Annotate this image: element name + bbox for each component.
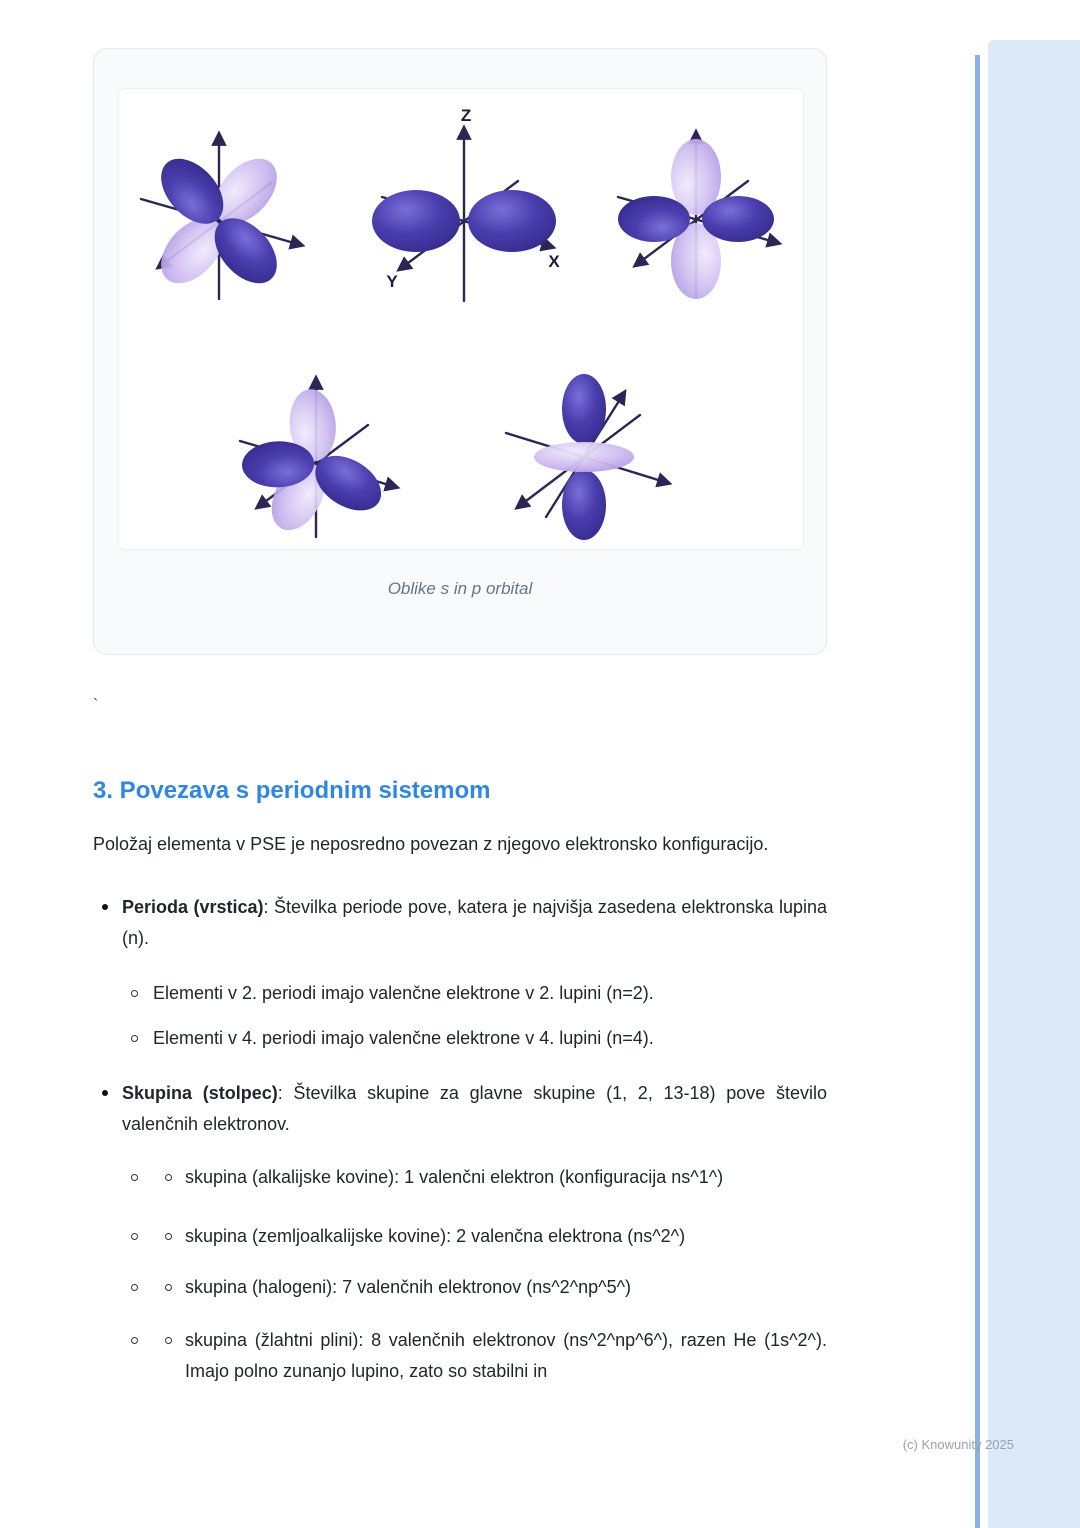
bullet-icon (102, 1090, 108, 1096)
document-page (93, 48, 827, 1387)
orbitals-image (119, 89, 803, 549)
intro-paragraph: Položaj elementa v PSE je neposredno povezan z njegovo elektronsko konfiguracijo. (93, 834, 769, 854)
watermark: (c) Knowunity 2025 (902, 1437, 1014, 1452)
bullet-icon (102, 904, 108, 910)
circle-bullet-icon (131, 1284, 138, 1291)
stray-backtick: ` (93, 697, 99, 714)
circle-bullet-icon (131, 1337, 138, 1344)
list-subsubitem (93, 1162, 827, 1193)
z-axis-label: Z (460, 106, 472, 125)
list-item-text (122, 892, 827, 954)
circle-bullet-icon (131, 1233, 138, 1240)
list-item-text (122, 1078, 827, 1140)
section-heading: 3. Povezava s periodnim sistemom (93, 777, 491, 804)
page-edge-divider (975, 55, 980, 1528)
orbital-dz2 (506, 374, 668, 540)
list-subsubitem (93, 1272, 827, 1303)
circle-bullet-icon (131, 990, 138, 997)
next-page-preview (988, 40, 1080, 1528)
y-axis-label: Y (386, 272, 398, 291)
bullet-list (93, 892, 827, 1387)
circle-bullet-icon (131, 1035, 138, 1042)
circle-bullet-icon (165, 1233, 172, 1240)
list-subsubitem (93, 1325, 827, 1387)
orbital-p (372, 106, 560, 301)
list-item (93, 892, 827, 954)
figure-card (93, 48, 827, 655)
list-subitem-text: Elementi v 4. periodi imajo valenčne elektrone v 4. lupini (n=4). (153, 1028, 654, 1048)
list-subsubitem-text: skupina (žlahtni plini): 8 valenčnih elektronov (ns^2^np^6^), razen He (1s^2^). Imajo polno zunanjo lupino, zato so stabilni in (185, 1330, 827, 1381)
list-subsubitem-text: skupina (halogeni): 7 valenčnih elektronov (ns^2^np^5^) (185, 1277, 632, 1297)
list-subsubitem-text: skupina (zemljoalkalijske kovine): 2 valenčna elektrona (ns^2^) (185, 1226, 686, 1246)
list-subitem-text: Elementi v 2. periodi imajo valenčne elektrone v 2. lupini (n=2). (153, 983, 654, 1003)
list-subitem (93, 978, 827, 1009)
circle-bullet-icon (131, 1174, 138, 1181)
circle-bullet-icon (165, 1284, 172, 1291)
list-item-body: : Številka periode pove, katera je najvišja zasedena elektronska lupina (n). (122, 897, 827, 948)
list-subsubitem-text: skupina (alkalijske kovine): 1 valenčni elektron (konfiguracija ns^1^) (185, 1167, 724, 1187)
list-subsubitem (93, 1221, 827, 1252)
orbital-d-flower (240, 379, 396, 539)
figure-caption: Oblike s in p orbital (387, 579, 533, 598)
list-item (93, 1078, 827, 1140)
x-axis-label: X (548, 252, 560, 271)
orbitals-figure (119, 89, 803, 549)
list-item-label: Perioda (vrstica) (122, 897, 264, 917)
orbital-d-diagonal-1 (141, 135, 301, 299)
circle-bullet-icon (165, 1337, 172, 1344)
list-subitem (93, 1023, 827, 1054)
circle-bullet-icon (165, 1174, 172, 1181)
list-item-label: Skupina (stolpec) (122, 1083, 278, 1103)
list-item-body: : Številka skupine za glavne skupine (1, 2, 13-18) pove število valenčnih elektronov. (122, 1083, 827, 1134)
orbital-d-cross (618, 133, 778, 299)
